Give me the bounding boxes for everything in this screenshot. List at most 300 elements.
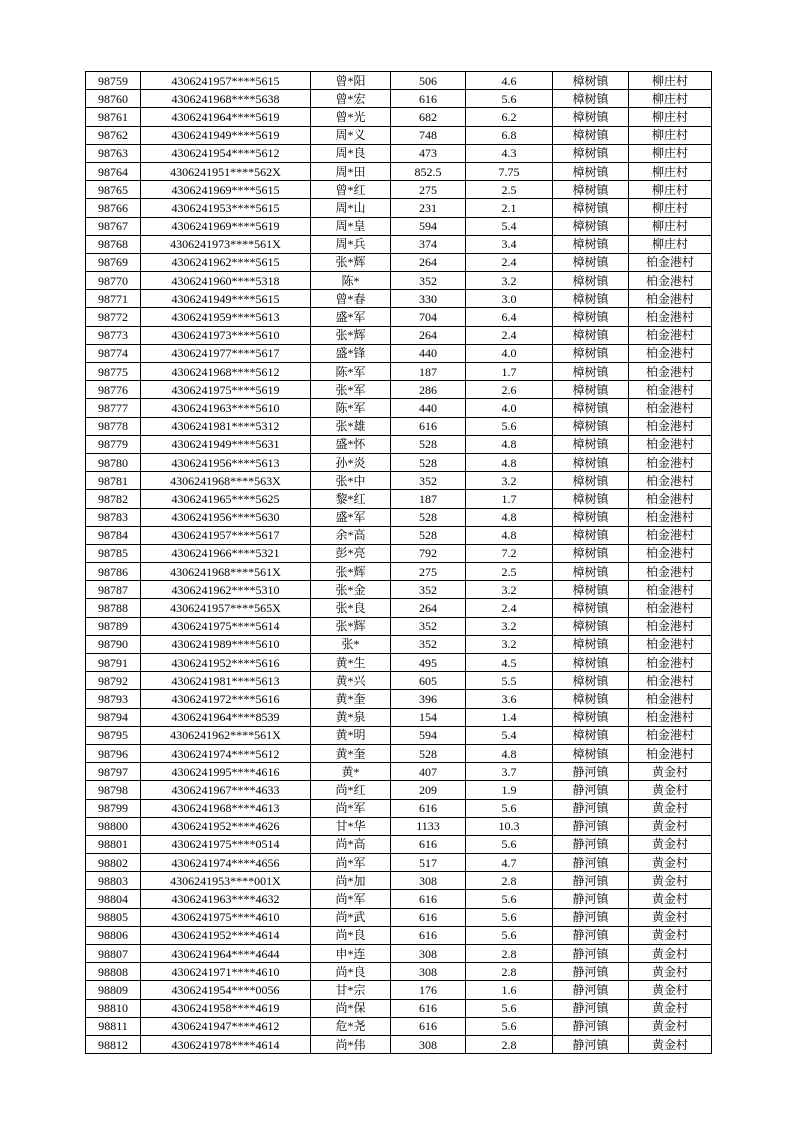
- cell-row-index: 98788: [86, 599, 141, 617]
- cell-amount: 308: [391, 872, 466, 890]
- cell-row-index: 98780: [86, 453, 141, 471]
- cell-row-index: 98759: [86, 72, 141, 90]
- cell-name: 周*皇: [311, 217, 391, 235]
- cell-row-index: 98811: [86, 1017, 141, 1035]
- cell-name: 周*田: [311, 162, 391, 180]
- cell-area: 4.8: [466, 744, 553, 762]
- cell-id-number: 4306241973****561X: [141, 235, 311, 253]
- cell-town: 樟树镇: [553, 617, 629, 635]
- cell-row-index: 98802: [86, 854, 141, 872]
- cell-village: 柏金港村: [629, 617, 712, 635]
- cell-village: 柏金港村: [629, 363, 712, 381]
- table-row: [86, 981, 712, 999]
- cell-row-index: 98790: [86, 635, 141, 653]
- cell-name: 尚*良: [311, 963, 391, 981]
- cell-village: 柏金港村: [629, 563, 712, 581]
- cell-id-number: 4306241954****5612: [141, 144, 311, 162]
- cell-amount: 528: [391, 435, 466, 453]
- cell-village: 柏金港村: [629, 726, 712, 744]
- cell-village: 柏金港村: [629, 635, 712, 653]
- table-row: [86, 508, 712, 526]
- cell-name: 陈*军: [311, 399, 391, 417]
- cell-amount: 495: [391, 654, 466, 672]
- cell-name: 张*辉: [311, 326, 391, 344]
- cell-id-number: 4306241957****5615: [141, 72, 311, 90]
- cell-amount: 616: [391, 890, 466, 908]
- cell-amount: 352: [391, 472, 466, 490]
- cell-village: 柏金港村: [629, 672, 712, 690]
- cell-name: 尚*保: [311, 999, 391, 1017]
- cell-area: 5.6: [466, 890, 553, 908]
- cell-area: 4.7: [466, 854, 553, 872]
- cell-amount: 528: [391, 744, 466, 762]
- cell-amount: 616: [391, 908, 466, 926]
- cell-village: 柏金港村: [629, 599, 712, 617]
- cell-village: 黄金村: [629, 963, 712, 981]
- cell-amount: 682: [391, 108, 466, 126]
- cell-town: 静河镇: [553, 763, 629, 781]
- cell-area: 1.6: [466, 981, 553, 999]
- cell-area: 6.8: [466, 126, 553, 144]
- cell-row-index: 98760: [86, 90, 141, 108]
- cell-town: 樟树镇: [553, 526, 629, 544]
- table-row: [86, 72, 712, 90]
- cell-area: 5.6: [466, 417, 553, 435]
- table-row: [86, 599, 712, 617]
- table-row: [86, 344, 712, 362]
- cell-id-number: 4306241975****5619: [141, 381, 311, 399]
- cell-row-index: 98785: [86, 544, 141, 562]
- cell-id-number: 4306241957****5617: [141, 526, 311, 544]
- cell-town: 静河镇: [553, 963, 629, 981]
- cell-name: 张*辉: [311, 617, 391, 635]
- cell-town: 樟树镇: [553, 417, 629, 435]
- cell-area: 1.4: [466, 708, 553, 726]
- cell-id-number: 4306241952****4614: [141, 926, 311, 944]
- cell-name: 彭*亮: [311, 544, 391, 562]
- table-row: [86, 290, 712, 308]
- table-row: [86, 726, 712, 744]
- cell-name: 黄*兴: [311, 672, 391, 690]
- cell-row-index: 98781: [86, 472, 141, 490]
- cell-amount: 440: [391, 344, 466, 362]
- table-row: [86, 817, 712, 835]
- cell-row-index: 98786: [86, 563, 141, 581]
- cell-name: 申*连: [311, 945, 391, 963]
- cell-row-index: 98782: [86, 490, 141, 508]
- table-row: [86, 763, 712, 781]
- cell-area: 1.7: [466, 490, 553, 508]
- cell-area: 5.6: [466, 835, 553, 853]
- cell-area: 10.3: [466, 817, 553, 835]
- table-row: [86, 890, 712, 908]
- cell-row-index: 98794: [86, 708, 141, 726]
- cell-id-number: 4306241953****001X: [141, 872, 311, 890]
- cell-amount: 616: [391, 1017, 466, 1035]
- cell-id-number: 4306241949****5615: [141, 290, 311, 308]
- cell-id-number: 4306241947****4612: [141, 1017, 311, 1035]
- table-row: [86, 908, 712, 926]
- cell-name: 盛*军: [311, 308, 391, 326]
- cell-area: 2.8: [466, 945, 553, 963]
- cell-town: 樟树镇: [553, 453, 629, 471]
- cell-area: 4.0: [466, 399, 553, 417]
- table-row: [86, 126, 712, 144]
- cell-id-number: 4306241960****5318: [141, 272, 311, 290]
- cell-id-number: 4306241963****4632: [141, 890, 311, 908]
- cell-amount: 616: [391, 835, 466, 853]
- table-row: [86, 799, 712, 817]
- cell-id-number: 4306241964****4644: [141, 945, 311, 963]
- cell-name: 曾*宏: [311, 90, 391, 108]
- cell-name: 尚*高: [311, 835, 391, 853]
- cell-area: 5.6: [466, 90, 553, 108]
- cell-name: 张*辉: [311, 253, 391, 271]
- table-row: [86, 945, 712, 963]
- cell-name: 盛*怀: [311, 435, 391, 453]
- cell-village: 黄金村: [629, 999, 712, 1017]
- cell-village: 黄金村: [629, 854, 712, 872]
- cell-amount: 154: [391, 708, 466, 726]
- cell-name: 盛*军: [311, 508, 391, 526]
- table-row: [86, 381, 712, 399]
- cell-amount: 616: [391, 799, 466, 817]
- cell-town: 静河镇: [553, 835, 629, 853]
- cell-town: 樟树镇: [553, 599, 629, 617]
- cell-village: 黄金村: [629, 1017, 712, 1035]
- cell-village: 柏金港村: [629, 472, 712, 490]
- cell-area: 4.8: [466, 526, 553, 544]
- cell-town: 樟树镇: [553, 199, 629, 217]
- cell-id-number: 4306241966****5321: [141, 544, 311, 562]
- cell-area: 3.7: [466, 763, 553, 781]
- cell-row-index: 98770: [86, 272, 141, 290]
- cell-name: 尚*加: [311, 872, 391, 890]
- cell-town: 樟树镇: [553, 272, 629, 290]
- table-row: [86, 308, 712, 326]
- table-row: [86, 872, 712, 890]
- cell-id-number: 4306241978****4614: [141, 1035, 311, 1053]
- cell-id-number: 4306241959****5613: [141, 308, 311, 326]
- cell-amount: 352: [391, 581, 466, 599]
- cell-village: 柳庄村: [629, 199, 712, 217]
- cell-village: 柏金港村: [629, 381, 712, 399]
- cell-area: 5.6: [466, 799, 553, 817]
- cell-row-index: 98767: [86, 217, 141, 235]
- cell-village: 黄金村: [629, 763, 712, 781]
- cell-area: 2.6: [466, 381, 553, 399]
- cell-town: 樟树镇: [553, 635, 629, 653]
- cell-town: 樟树镇: [553, 708, 629, 726]
- table-row: [86, 490, 712, 508]
- cell-village: 黄金村: [629, 835, 712, 853]
- cell-amount: 231: [391, 199, 466, 217]
- cell-town: 樟树镇: [553, 72, 629, 90]
- table-row: [86, 181, 712, 199]
- cell-amount: 506: [391, 72, 466, 90]
- cell-area: 2.4: [466, 599, 553, 617]
- cell-row-index: 98779: [86, 435, 141, 453]
- cell-id-number: 4306241963****5610: [141, 399, 311, 417]
- cell-name: 尚*武: [311, 908, 391, 926]
- cell-id-number: 4306241971****4610: [141, 963, 311, 981]
- cell-amount: 528: [391, 508, 466, 526]
- table-row: [86, 162, 712, 180]
- cell-amount: 352: [391, 635, 466, 653]
- cell-amount: 264: [391, 326, 466, 344]
- table-row: [86, 999, 712, 1017]
- cell-town: 樟树镇: [553, 508, 629, 526]
- cell-town: 静河镇: [553, 945, 629, 963]
- cell-id-number: 4306241981****5312: [141, 417, 311, 435]
- cell-area: 2.8: [466, 872, 553, 890]
- table-row: [86, 544, 712, 562]
- cell-area: 5.5: [466, 672, 553, 690]
- cell-row-index: 98774: [86, 344, 141, 362]
- cell-name: 周*山: [311, 199, 391, 217]
- cell-village: 柏金港村: [629, 290, 712, 308]
- cell-id-number: 4306241949****5631: [141, 435, 311, 453]
- cell-name: 尚*军: [311, 854, 391, 872]
- cell-name: 甘*华: [311, 817, 391, 835]
- cell-area: 1.9: [466, 781, 553, 799]
- cell-id-number: 4306241995****4616: [141, 763, 311, 781]
- cell-village: 柏金港村: [629, 417, 712, 435]
- table-row: [86, 708, 712, 726]
- cell-id-number: 4306241968****563X: [141, 472, 311, 490]
- cell-village: 黄金村: [629, 890, 712, 908]
- cell-id-number: 4306241968****5612: [141, 363, 311, 381]
- cell-area: 4.8: [466, 435, 553, 453]
- cell-row-index: 98806: [86, 926, 141, 944]
- cell-amount: 209: [391, 781, 466, 799]
- cell-amount: 286: [391, 381, 466, 399]
- cell-town: 樟树镇: [553, 490, 629, 508]
- cell-id-number: 4306241968****5638: [141, 90, 311, 108]
- table-row: [86, 435, 712, 453]
- cell-area: 3.2: [466, 272, 553, 290]
- cell-name: 危*尧: [311, 1017, 391, 1035]
- table-row: [86, 635, 712, 653]
- cell-amount: 308: [391, 1035, 466, 1053]
- cell-id-number: 4306241972****5616: [141, 690, 311, 708]
- cell-id-number: 4306241962****561X: [141, 726, 311, 744]
- cell-village: 黄金村: [629, 908, 712, 926]
- cell-amount: 605: [391, 672, 466, 690]
- cell-name: 周*义: [311, 126, 391, 144]
- cell-area: 3.2: [466, 617, 553, 635]
- cell-name: 曾*光: [311, 108, 391, 126]
- subsidy-table: [85, 71, 712, 1054]
- cell-area: 2.8: [466, 963, 553, 981]
- cell-town: 樟树镇: [553, 726, 629, 744]
- cell-village: 柳庄村: [629, 90, 712, 108]
- cell-area: 5.4: [466, 217, 553, 235]
- table-row: [86, 672, 712, 690]
- cell-row-index: 98771: [86, 290, 141, 308]
- cell-amount: 275: [391, 181, 466, 199]
- cell-town: 樟树镇: [553, 563, 629, 581]
- cell-amount: 264: [391, 599, 466, 617]
- cell-village: 柏金港村: [629, 326, 712, 344]
- cell-id-number: 4306241957****565X: [141, 599, 311, 617]
- cell-row-index: 98796: [86, 744, 141, 762]
- cell-amount: 616: [391, 90, 466, 108]
- cell-id-number: 4306241989****5610: [141, 635, 311, 653]
- cell-id-number: 4306241969****5615: [141, 181, 311, 199]
- cell-area: 7.75: [466, 162, 553, 180]
- table-row: [86, 144, 712, 162]
- cell-row-index: 98808: [86, 963, 141, 981]
- cell-name: 张*中: [311, 472, 391, 490]
- cell-village: 柏金港村: [629, 344, 712, 362]
- cell-area: 1.7: [466, 363, 553, 381]
- table-row: [86, 272, 712, 290]
- cell-id-number: 4306241977****5617: [141, 344, 311, 362]
- cell-amount: 187: [391, 490, 466, 508]
- cell-town: 静河镇: [553, 981, 629, 999]
- table-row: [86, 363, 712, 381]
- cell-name: 曾*红: [311, 181, 391, 199]
- table-row: [86, 199, 712, 217]
- cell-name: 周*兵: [311, 235, 391, 253]
- cell-name: 孙*炎: [311, 453, 391, 471]
- cell-id-number: 4306241974****4656: [141, 854, 311, 872]
- cell-row-index: 98777: [86, 399, 141, 417]
- cell-town: 樟树镇: [553, 162, 629, 180]
- table-row: [86, 235, 712, 253]
- cell-amount: 792: [391, 544, 466, 562]
- table-row: [86, 581, 712, 599]
- cell-town: 静河镇: [553, 999, 629, 1017]
- cell-town: 樟树镇: [553, 744, 629, 762]
- cell-town: 樟树镇: [553, 308, 629, 326]
- cell-name: 尚*军: [311, 799, 391, 817]
- table-row: [86, 781, 712, 799]
- cell-id-number: 4306241973****5610: [141, 326, 311, 344]
- cell-area: 3.2: [466, 472, 553, 490]
- cell-town: 静河镇: [553, 872, 629, 890]
- cell-village: 柳庄村: [629, 126, 712, 144]
- cell-area: 4.3: [466, 144, 553, 162]
- cell-town: 樟树镇: [553, 90, 629, 108]
- cell-village: 柏金港村: [629, 544, 712, 562]
- cell-amount: 352: [391, 617, 466, 635]
- cell-amount: 473: [391, 144, 466, 162]
- cell-amount: 528: [391, 453, 466, 471]
- cell-area: 2.5: [466, 181, 553, 199]
- cell-town: 樟树镇: [553, 672, 629, 690]
- cell-village: 柏金港村: [629, 453, 712, 471]
- cell-id-number: 4306241975****5614: [141, 617, 311, 635]
- cell-row-index: 98810: [86, 999, 141, 1017]
- cell-name: 尚*伟: [311, 1035, 391, 1053]
- cell-amount: 616: [391, 926, 466, 944]
- cell-amount: 308: [391, 945, 466, 963]
- cell-id-number: 4306241953****5615: [141, 199, 311, 217]
- table-row: [86, 417, 712, 435]
- cell-amount: 528: [391, 526, 466, 544]
- cell-name: 黄*泉: [311, 708, 391, 726]
- cell-amount: 440: [391, 399, 466, 417]
- cell-village: 柏金港村: [629, 253, 712, 271]
- cell-id-number: 4306241968****561X: [141, 563, 311, 581]
- cell-name: 尚*军: [311, 890, 391, 908]
- cell-town: 樟树镇: [553, 181, 629, 199]
- cell-id-number: 4306241956****5613: [141, 453, 311, 471]
- cell-village: 黄金村: [629, 872, 712, 890]
- cell-town: 樟树镇: [553, 544, 629, 562]
- cell-town: 樟树镇: [553, 108, 629, 126]
- table-row: [86, 926, 712, 944]
- cell-name: 甘*宗: [311, 981, 391, 999]
- cell-village: 柏金港村: [629, 272, 712, 290]
- cell-village: 柳庄村: [629, 108, 712, 126]
- cell-row-index: 98807: [86, 945, 141, 963]
- cell-id-number: 4306241968****4613: [141, 799, 311, 817]
- cell-town: 樟树镇: [553, 435, 629, 453]
- cell-row-index: 98784: [86, 526, 141, 544]
- cell-id-number: 4306241958****4619: [141, 999, 311, 1017]
- cell-row-index: 98763: [86, 144, 141, 162]
- cell-row-index: 98805: [86, 908, 141, 926]
- table-row: [86, 617, 712, 635]
- cell-area: 4.8: [466, 508, 553, 526]
- cell-area: 3.6: [466, 690, 553, 708]
- cell-name: 张*辉: [311, 563, 391, 581]
- cell-row-index: 98789: [86, 617, 141, 635]
- cell-area: 6.4: [466, 308, 553, 326]
- cell-village: 柳庄村: [629, 144, 712, 162]
- cell-area: 4.5: [466, 654, 553, 672]
- cell-id-number: 4306241967****4633: [141, 781, 311, 799]
- cell-town: 樟树镇: [553, 381, 629, 399]
- cell-town: 静河镇: [553, 781, 629, 799]
- cell-town: 樟树镇: [553, 217, 629, 235]
- cell-town: 静河镇: [553, 890, 629, 908]
- table-row: [86, 963, 712, 981]
- cell-area: 2.1: [466, 199, 553, 217]
- cell-area: 7.2: [466, 544, 553, 562]
- table-row: [86, 90, 712, 108]
- cell-town: 樟树镇: [553, 326, 629, 344]
- cell-name: 黄*: [311, 763, 391, 781]
- cell-amount: 176: [391, 981, 466, 999]
- cell-row-index: 98799: [86, 799, 141, 817]
- table-row: [86, 453, 712, 471]
- cell-name: 陈*: [311, 272, 391, 290]
- cell-name: 张*良: [311, 599, 391, 617]
- cell-village: 柏金港村: [629, 308, 712, 326]
- cell-id-number: 4306241975****4610: [141, 908, 311, 926]
- cell-amount: 264: [391, 253, 466, 271]
- cell-town: 静河镇: [553, 799, 629, 817]
- cell-amount: 187: [391, 363, 466, 381]
- cell-row-index: 98769: [86, 253, 141, 271]
- cell-id-number: 4306241952****4626: [141, 817, 311, 835]
- cell-amount: 616: [391, 999, 466, 1017]
- cell-amount: 748: [391, 126, 466, 144]
- table-row: [86, 326, 712, 344]
- cell-amount: 852.5: [391, 162, 466, 180]
- cell-town: 樟树镇: [553, 235, 629, 253]
- cell-name: 黄*生: [311, 654, 391, 672]
- cell-name: 张*军: [311, 381, 391, 399]
- cell-name: 周*良: [311, 144, 391, 162]
- cell-village: 柏金港村: [629, 490, 712, 508]
- cell-village: 柳庄村: [629, 217, 712, 235]
- cell-village: 柏金港村: [629, 508, 712, 526]
